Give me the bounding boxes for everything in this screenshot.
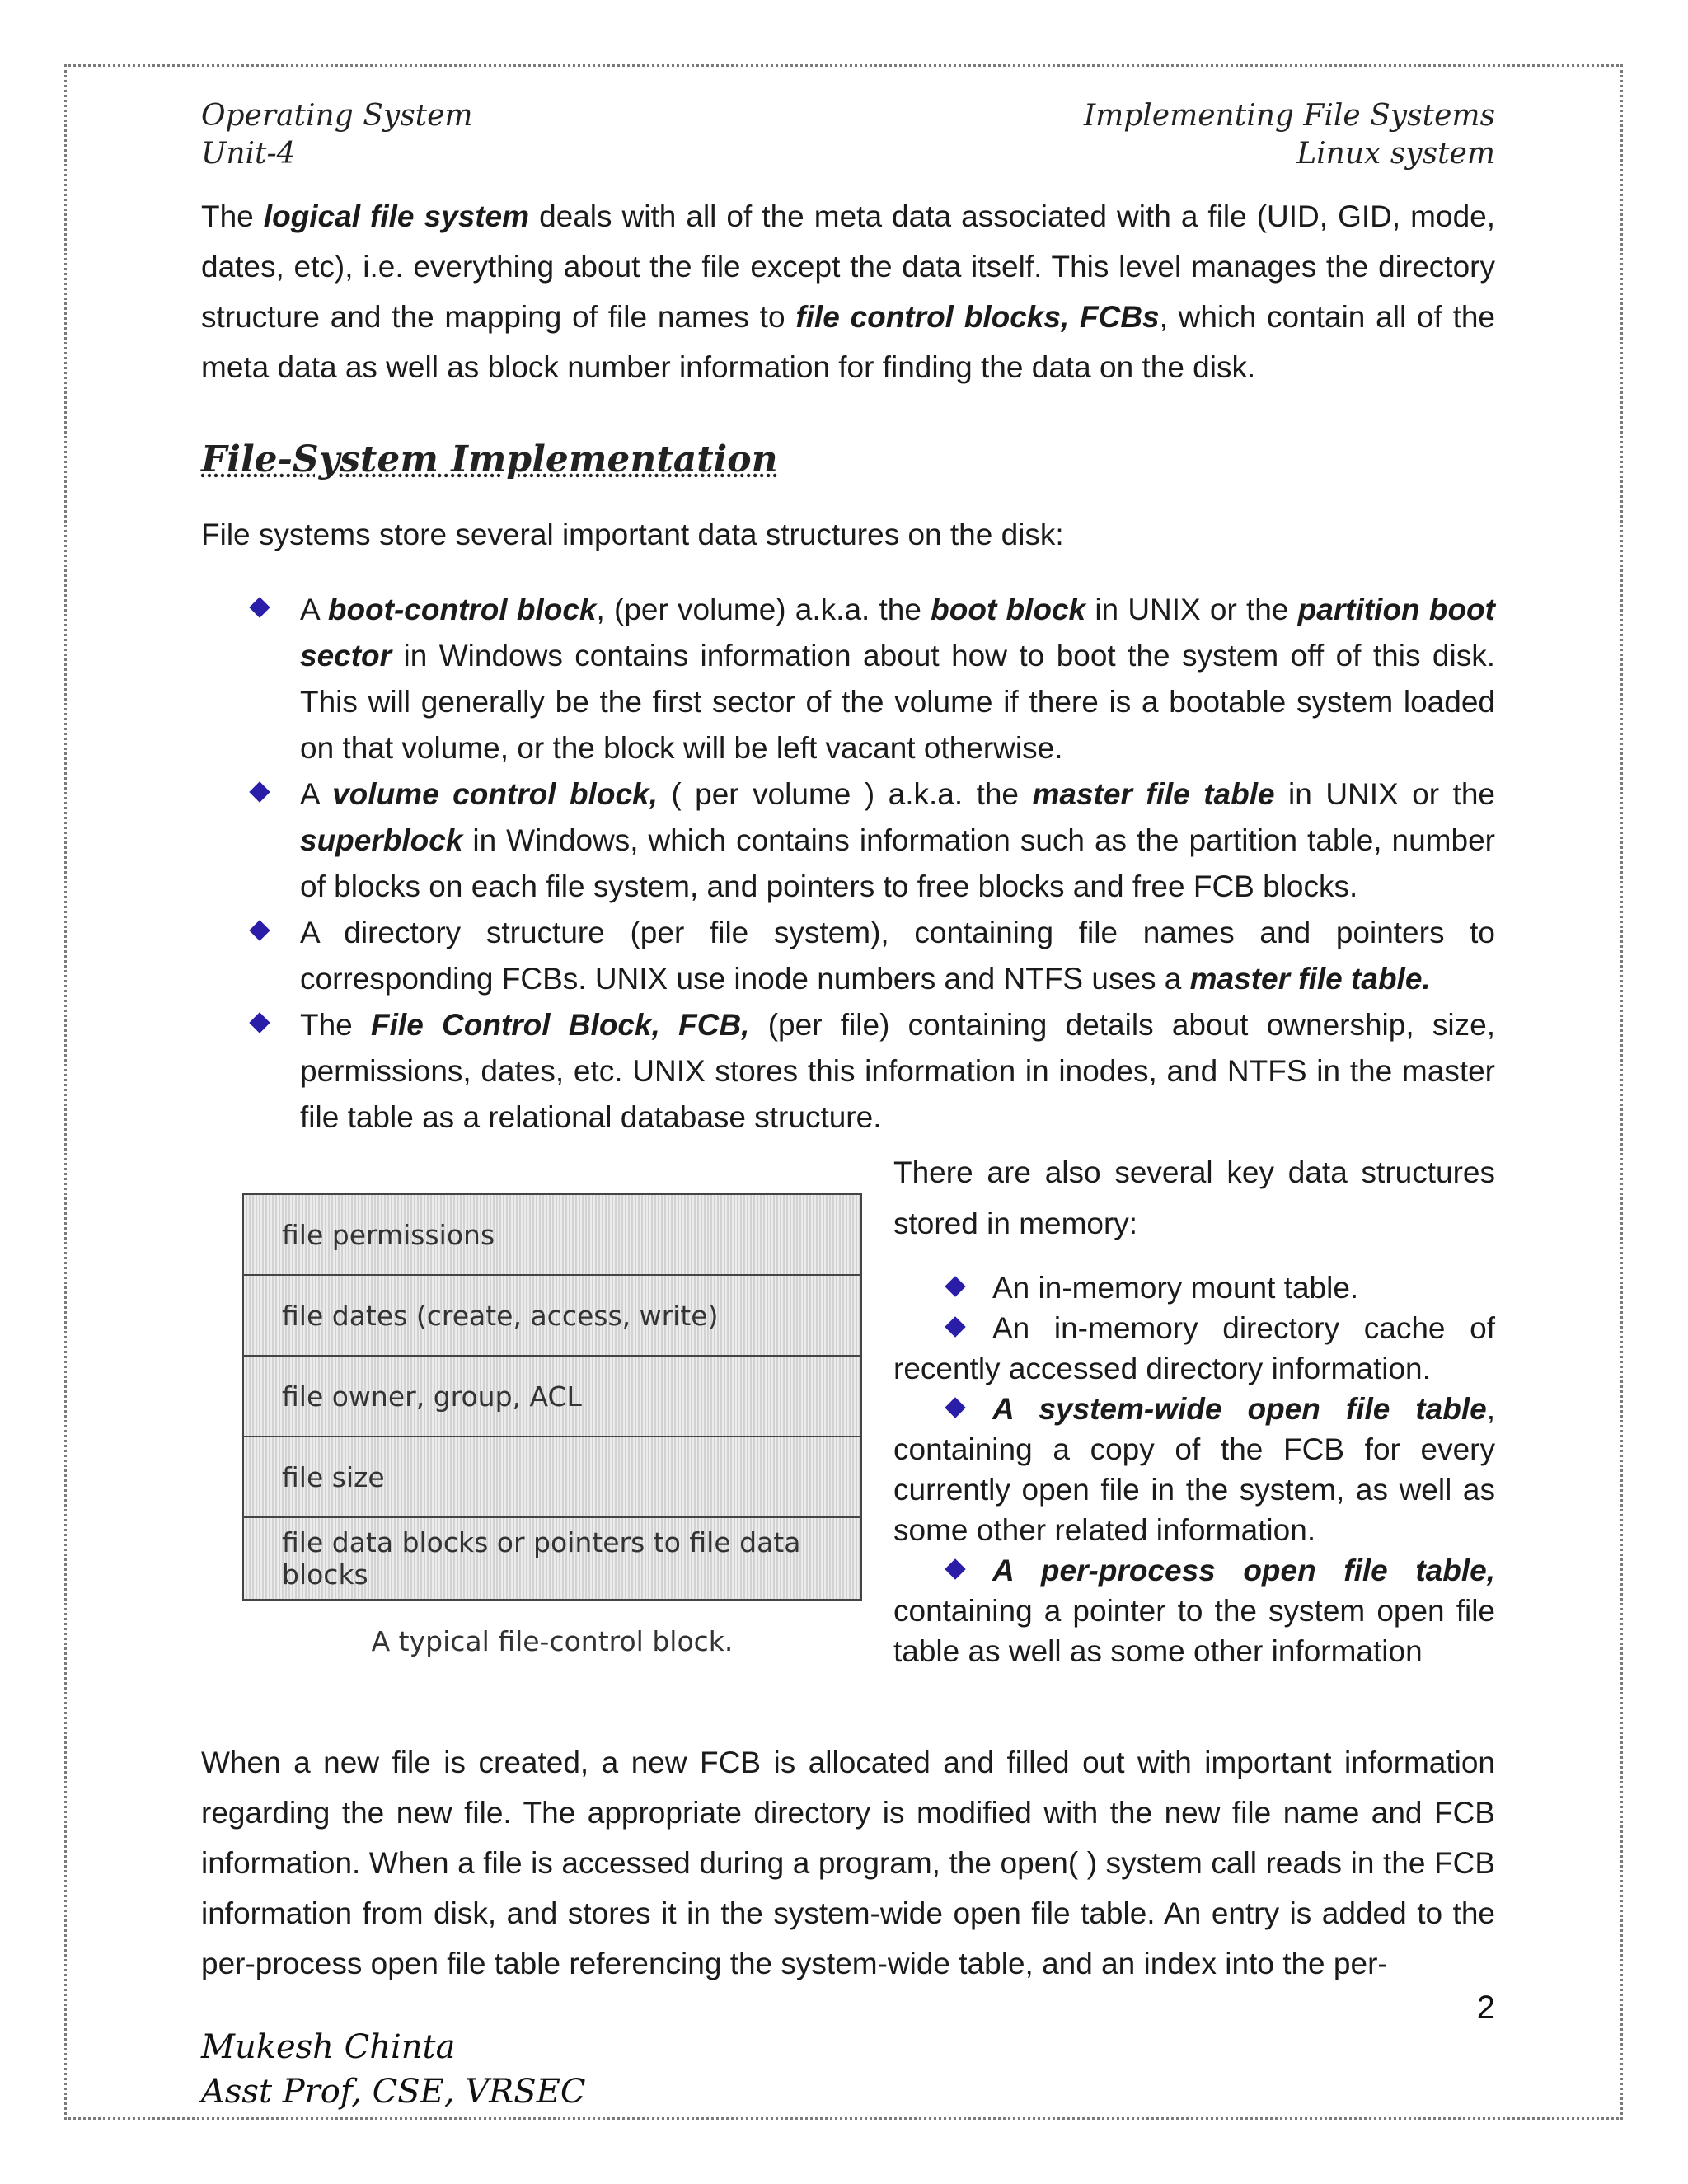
term: superblock — [300, 823, 463, 857]
diamond-bullet-icon — [945, 1558, 965, 1579]
memory-intro: There are also several key data structures stored in memory: — [893, 1155, 1495, 1240]
fcb-row: file data blocks or pointers to file data blocks — [244, 1518, 860, 1599]
text: in Windows contains information about how to boot the system off of this disk. This will generally be the first sector of the volume if there is a bootable system loaded on that volume, or the block will be left vacant otherwise. — [300, 639, 1495, 765]
text: An in-memory directory cache of recently accessed directory information. — [893, 1311, 1495, 1385]
footer-author: Mukesh Chinta — [201, 2028, 456, 2066]
header-unit: Unit-4 — [201, 137, 296, 171]
disk-structures-list — [247, 587, 1495, 1141]
term: File Control Block, FCB, — [371, 1008, 750, 1042]
disk-intro: File systems store several important data structures on the disk: — [201, 518, 1064, 551]
list-item — [893, 1268, 1495, 1308]
page-number: 2 — [1476, 1990, 1495, 2026]
text: A directory structure (per file system), containing file names and pointers to corresponding FCBs. UNIX use inode numbers and NTFS uses a — [300, 916, 1495, 996]
text: in UNIX or the — [1085, 593, 1298, 626]
text: A — [300, 777, 333, 811]
term: master file table — [1032, 777, 1275, 811]
list-item — [893, 1550, 1495, 1671]
term: boot block — [931, 593, 1086, 626]
text: in UNIX or the — [1274, 777, 1495, 811]
fcb-row: file owner, group, ACL — [244, 1357, 860, 1437]
term: volume control block, — [332, 777, 658, 811]
intro-paragraph — [201, 191, 1495, 392]
text: containing a pointer to the system open file table as well as some other information — [893, 1594, 1495, 1668]
diamond-bullet-icon — [249, 781, 270, 802]
text: (per file) containing details about ownership, size, permissions, dates, etc. UNIX stores this information in inodes, and NTFS in the master file table as a relational database structure. — [300, 1008, 1495, 1134]
text: ( per volume ) a.k.a. the — [657, 777, 1033, 811]
list-item — [247, 771, 1495, 910]
section-heading: File-System Implementation — [201, 438, 778, 480]
intro-term-logical-fs: logical file system — [263, 199, 530, 233]
intro-text-3: , which contain all of the meta data as well as block number information for finding the data on the disk. — [201, 300, 1496, 384]
diamond-bullet-icon — [249, 1012, 270, 1033]
text: in Windows, which contains information such as the partition table, number of blocks on each file system, and pointers to free blocks and free FCB blocks. — [300, 823, 1495, 903]
list-item — [247, 587, 1495, 771]
footer-position: Asst Prof, CSE, VRSEC — [201, 2073, 586, 2111]
text: , (per volume) a.k.a. the — [596, 593, 931, 626]
closing-paragraph: When a new file is created, a new FCB is allocated and filled out with important information regarding the new file. The appropriate directory is modified with the new file name and FCB information. When a file is accessed during a program, the open( ) system call reads in the FCB information from disk, and stores it in the system-wide open file table. An entry is added to the per-process open file table referencing the system-wide table, and an index into the per- — [201, 1746, 1495, 1980]
term: A per-process open file table, — [992, 1554, 1495, 1587]
text: A — [300, 593, 328, 626]
diamond-bullet-icon — [945, 1316, 965, 1337]
term: partition boot sector — [300, 593, 1495, 673]
header-course: Operating System — [201, 99, 473, 133]
term: boot-control block — [327, 593, 597, 626]
diamond-bullet-icon — [249, 597, 270, 617]
fcb-row: file permissions — [244, 1195, 860, 1276]
intro-term-fcb: file control blocks, FCBs — [795, 300, 1160, 334]
header-left — [201, 97, 473, 173]
memory-structures-list — [893, 1268, 1495, 1671]
diamond-bullet-icon — [945, 1276, 965, 1296]
header-right — [1084, 97, 1495, 173]
intro-text-2: deals with all of the meta data associated with a file (UID, GID, mode, dates, etc), i.e. everything about the file except the data itself. This level manages the directory structure and the mapping of file names to — [201, 199, 1496, 334]
term: A system-wide open file table — [992, 1392, 1487, 1426]
diamond-bullet-icon — [249, 920, 270, 940]
header-topic: Implementing File Systems — [1083, 99, 1495, 133]
intro-text-1: The — [201, 199, 264, 233]
text: The — [300, 1008, 372, 1042]
fcb-diagram — [242, 1193, 862, 1601]
fcb-caption: A typical file-control block. — [371, 1625, 734, 1657]
header-subtopic: Linux system — [1296, 137, 1495, 171]
fcb-row: file dates (create, access, write) — [244, 1276, 860, 1357]
list-item — [893, 1308, 1495, 1389]
diamond-bullet-icon — [945, 1397, 965, 1418]
text: , containing a copy of the FCB for every currently open file in the system, as well as some other related information. — [893, 1392, 1495, 1547]
list-item — [893, 1389, 1495, 1550]
list-item — [247, 910, 1495, 1002]
fcb-row: file size — [244, 1437, 860, 1518]
term: master file table. — [1189, 962, 1431, 996]
text: An in-memory mount table. — [992, 1271, 1359, 1305]
list-item — [247, 1002, 1495, 1141]
